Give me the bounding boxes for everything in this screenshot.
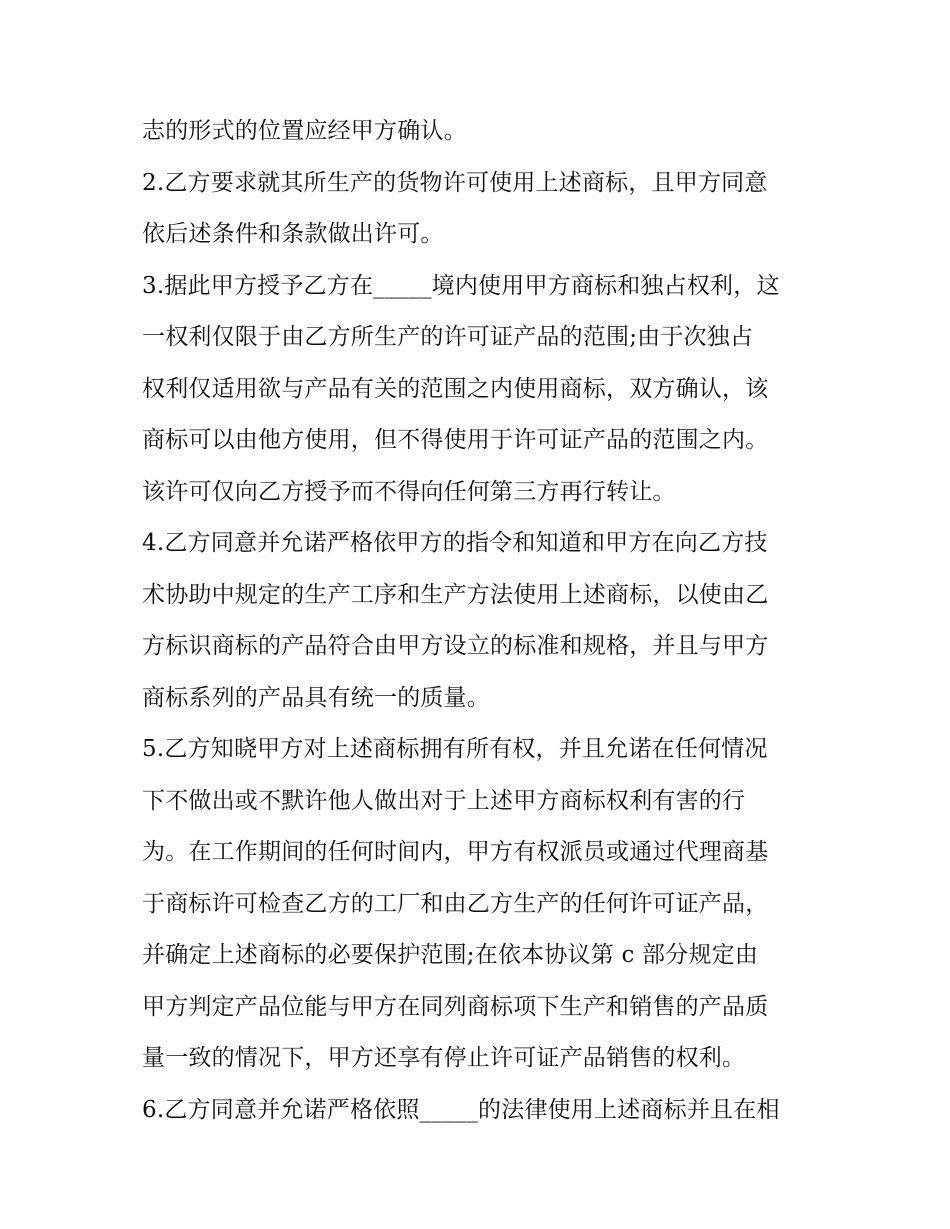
text-line: 6.乙方同意并允诺严格依照_____的法律使用上述商标并且在相 <box>142 1096 780 1123</box>
text-line: 下不做出或不默许他人做出对于上述甲方商标权利有害的行 <box>142 787 746 814</box>
text-line: 该许可仅向乙方授予而不得向任何第三方再行转让。 <box>142 478 676 505</box>
text-line: 商标可以由他方使用，但不得使用于许可证产品的范围之内。 <box>142 427 769 453</box>
document-body <box>142 106 822 1136</box>
text-line: 并确定上述商标的必要保护范围;在依本协议第 c 部分规定由 <box>142 942 759 968</box>
text-line: 依后述条件和条款做出许可。 <box>142 221 444 247</box>
text-line: 为。在工作期间的任何时间内，甲方有权派员或通过代理商基 <box>142 839 769 865</box>
text-line: 商标系列的产品具有统一的质量。 <box>142 684 490 711</box>
text-line: 甲方判定产品位能与甲方在同列商标项下生产和销售的产品质 <box>142 993 769 1020</box>
text-line: 术协助中规定的生产工序和生产方法使用上述商标，以使由乙 <box>142 581 769 608</box>
text-line: 一权利仅限于由乙方所生产的许可证产品的范围;由于次独占 <box>142 324 754 350</box>
text-line: 志的形式的位置应经甲方确认。 <box>142 118 467 144</box>
text-line: 量一致的情况下，甲方还享有停止许可证产品销售的权利。 <box>142 1045 746 1071</box>
text-line: 权利仅适用欲与产品有关的范围之内使用商标，双方确认，该 <box>142 375 769 402</box>
text-line: 4.乙方同意并允诺严格依甲方的指令和知道和甲方在向乙方技 <box>142 530 768 556</box>
text-line: 2.乙方要求就其所生产的货物许可使用上述商标，且甲方同意 <box>142 169 768 196</box>
text-line: 于商标许可检查乙方的工厂和由乙方生产的任何许可证产品， <box>142 890 769 917</box>
text-line: 方标识商标的产品符合由甲方设立的标准和规格，并且与甲方 <box>142 633 769 659</box>
text-line: 3.据此甲方授予乙方在_____境内使用甲方商标和独占权利，这 <box>142 272 780 299</box>
text-line: 5.乙方知晓甲方对上述商标拥有所有权，并且允诺在任何情况 <box>142 736 768 762</box>
